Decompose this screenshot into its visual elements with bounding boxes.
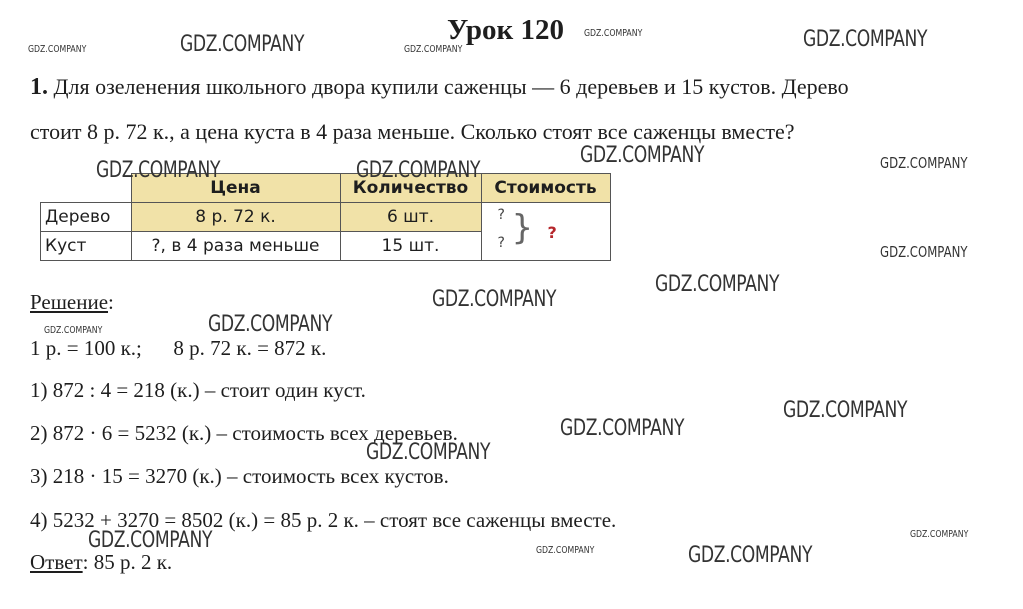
cell-qty-tree: 6 шт. bbox=[340, 203, 481, 232]
solution-heading-colon: : bbox=[108, 290, 114, 314]
step-3: 3) 218 · 15 = 3270 (к.) – стоимость всех кустов. bbox=[30, 464, 449, 488]
conversion-line: 1 р. = 100 к.; 8 р. 72 к. = 872 к. bbox=[30, 336, 327, 360]
watermark: GDZ.COMPANY bbox=[432, 287, 557, 312]
watermark: GDZ.COMPANY bbox=[404, 44, 463, 55]
header-cost: Стоимость bbox=[481, 174, 610, 203]
step-2: 2) 872 · 6 = 5232 (к.) – стоимость всех деревьев. bbox=[30, 421, 458, 445]
cost-bush: ? bbox=[497, 235, 505, 251]
watermark: GDZ.COMPANY bbox=[208, 312, 333, 337]
lesson-title: Урок 120 bbox=[447, 14, 564, 46]
row-label-tree: Дерево bbox=[41, 203, 132, 232]
row-label-bush: Куст bbox=[41, 232, 132, 261]
solution-heading-text: Решение bbox=[30, 290, 109, 314]
step-4: 4) 5232 + 3270 = 8502 (к.) = 85 р. 2 к. – стоят все саженцы вместе. bbox=[30, 508, 617, 532]
header-price: Цена bbox=[131, 174, 340, 203]
watermark: GDZ.COMPANY bbox=[803, 27, 928, 52]
watermark: GDZ.COMPANY bbox=[880, 243, 968, 261]
solution-heading bbox=[30, 290, 114, 315]
watermark: GDZ.COMPANY bbox=[28, 44, 87, 55]
watermark: GDZ.COMPANY bbox=[688, 543, 813, 568]
cell-qty-bush: 15 шт. bbox=[340, 232, 481, 261]
watermark: GDZ.COMPANY bbox=[655, 272, 780, 297]
watermark: GDZ.COMPANY bbox=[96, 158, 221, 183]
table-row bbox=[41, 203, 611, 232]
answer-label: Ответ bbox=[30, 550, 83, 574]
watermark: GDZ.COMPANY bbox=[88, 528, 213, 553]
watermark: GDZ.COMPANY bbox=[356, 158, 481, 183]
data-table bbox=[40, 173, 611, 261]
watermark: GDZ.COMPANY bbox=[783, 398, 908, 423]
task-line-1 bbox=[30, 74, 849, 101]
watermark: GDZ.COMPANY bbox=[580, 143, 705, 168]
watermark: GDZ.COMPANY bbox=[180, 32, 305, 57]
watermark: GDZ.COMPANY bbox=[536, 545, 595, 556]
task-text-2: стоит 8 р. 72 к., а цена куста в 4 раза меньше. Сколько стоят все саженцы вместе? bbox=[30, 119, 795, 144]
header-quantity: Количество bbox=[340, 174, 481, 203]
watermark: GDZ.COMPANY bbox=[44, 325, 103, 336]
task-number: 1. bbox=[30, 74, 48, 100]
step-1: 1) 872 : 4 = 218 (к.) – стоит один куст. bbox=[30, 378, 366, 402]
watermark: GDZ.COMPANY bbox=[560, 416, 685, 441]
cost-cell bbox=[481, 203, 610, 261]
brace-icon: } bbox=[511, 208, 534, 248]
answer-line bbox=[30, 550, 172, 575]
total-cost: ? bbox=[547, 223, 557, 242]
cost-tree: ? bbox=[497, 207, 505, 223]
watermark: GDZ.COMPANY bbox=[584, 28, 643, 39]
watermark: GDZ.COMPANY bbox=[366, 440, 491, 465]
watermark: GDZ.COMPANY bbox=[880, 154, 968, 172]
answer-value: : 85 р. 2 к. bbox=[82, 550, 173, 574]
cell-price-bush: ?, в 4 раза меньше bbox=[131, 232, 340, 261]
task-text-1: Для озеленения школьного двора купили саженцы — 6 деревьев и 15 кустов. Дерево bbox=[53, 74, 849, 99]
watermark: GDZ.COMPANY bbox=[910, 529, 969, 540]
cell-price-tree: 8 р. 72 к. bbox=[131, 203, 340, 232]
